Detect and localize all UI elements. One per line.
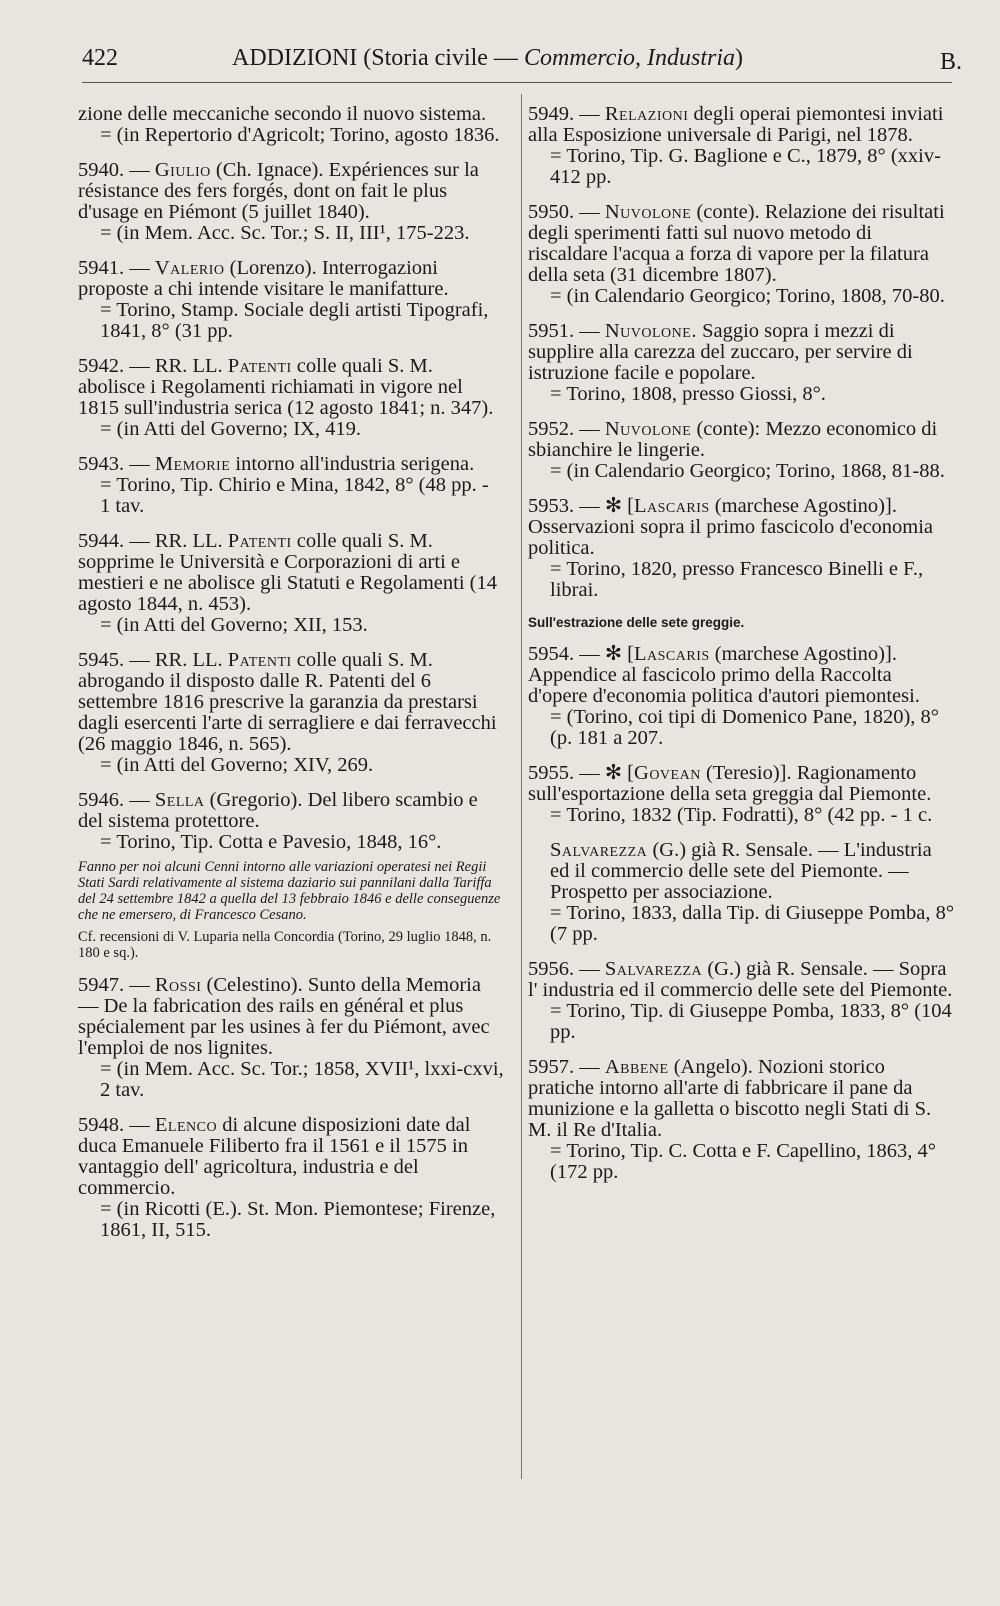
footnote: Cf. recensioni di V. Luparia nella Concordia (Torino, 29 luglio 1848, n. 180 e sq.). xyxy=(78,929,492,961)
left-column xyxy=(78,104,504,1255)
page-number: 422 xyxy=(82,45,118,71)
text-line: = (in Calendario Georgico; Torino, 1808, 70-80. xyxy=(550,285,945,307)
entry-5952 xyxy=(528,419,956,482)
entry-author: Nuvolone. xyxy=(604,320,697,342)
text-line: = Torino, 1808, presso Giossi, 8°. xyxy=(550,383,826,405)
text-span: degli operai piemontesi inviati alla Esposizione universale di Parigi, nel 1878. xyxy=(528,103,944,146)
entry-author: Valerio xyxy=(154,257,225,279)
text-span: colle quali S. M. abolisce i Regolamenti richiamati in vigore nel 1815 sull'industria serica (12 agosto 1841; n. 347). xyxy=(78,355,494,419)
text-span: di alcune disposizioni date dal duca Emanuele Filiberto fra il 1561 e il 1575 in vantaggio dell' agricoltura, industria e del commercio. xyxy=(78,1114,471,1199)
entry-author: Sella xyxy=(154,789,205,811)
text-line: = (in Calendario Georgico; Torino, 1868, 81-88. xyxy=(550,460,945,482)
text-line xyxy=(78,1115,504,1199)
text-line: zione delle meccaniche secondo il nuovo sistema. xyxy=(78,103,487,125)
page-header xyxy=(82,38,962,78)
text-span: 5949. — xyxy=(528,103,600,125)
text-span: (Angelo). xyxy=(673,1056,753,1078)
entry-author: Nuvolone xyxy=(604,418,692,440)
entry-author: Rossi xyxy=(154,974,202,996)
text-span: colle quali S. M. abrogando il disposto dalle R. Patenti del 6 settembre 1816 prescrive la garanzia da prestarsi dagli esercenti l'arte di serragliere e dai ferravecchi (26 maggio 1846, n. 565). xyxy=(78,649,497,755)
entry-author: Nuvolone xyxy=(604,201,692,223)
right-column xyxy=(528,104,956,1197)
text-line xyxy=(78,160,504,223)
text-line xyxy=(528,321,956,384)
text-span: 5948. — xyxy=(78,1114,150,1136)
entry-5946 xyxy=(78,790,504,961)
text-line xyxy=(528,644,956,707)
text-span: 5941. — xyxy=(78,257,150,279)
text-span: (marchese Agostino)]. xyxy=(714,643,897,665)
text-span: L'industria ed il commercio delle sete del Piemonte. — Prospetto per associazione. xyxy=(550,839,932,903)
text-span: 5951. — xyxy=(528,320,600,342)
entry-5955-sub xyxy=(528,840,956,945)
text-line: = Torino, Tip. C. Cotta e F. Capellino, 1863, 4° (172 pp. xyxy=(550,1140,936,1183)
text-span: Osservazioni sopra il primo fascicolo d'economia politica. xyxy=(528,516,934,559)
text-line: = (in Atti del Governo; XIV, 269. xyxy=(100,754,374,776)
text-span: Interrogazioni proposte a chi intende visitare le manifatture. xyxy=(78,257,449,300)
section-heading: Sull'estrazione delle sete greggie. xyxy=(528,615,745,630)
entry-5950 xyxy=(528,202,956,307)
text-line: = (in Atti del Governo; IX, 419. xyxy=(100,418,361,440)
entry-author: Lascaris xyxy=(634,643,710,665)
text-span: colle quali S. M. sopprime le Università e Corporazioni di arti e mestieri e ne abolisce gli Statuti e Regolamenti (14 agosto 1844, n. 453). xyxy=(78,530,497,615)
text-span: (Lorenzo). xyxy=(229,257,317,279)
entry-author: Patenti xyxy=(227,355,292,377)
text-line xyxy=(78,975,504,1059)
text-line: = Torino, Tip. G. Baglione e C., 1879, 8° (xxiv-412 pp. xyxy=(550,145,941,188)
text-span: 5954. — ✻ [ xyxy=(528,643,635,665)
text-line xyxy=(78,356,504,419)
text-line xyxy=(78,790,504,832)
text-span: ADDIZIONI (Storia civile — xyxy=(232,45,524,71)
text-line: = (in Ricotti (E.). St. Mon. Piemontese; Firenze, 1861, II, 515. xyxy=(100,1198,496,1241)
entry-author: Salvarezza xyxy=(550,839,648,861)
text-span: (Teresio)]. xyxy=(705,762,792,784)
text-line xyxy=(78,258,504,300)
text-span: Saggio sopra i mezzi di supplire alla carezza del zuccaro, per servire di istruzione facile e popolare. xyxy=(528,320,913,384)
entry-author: Relazioni xyxy=(604,103,689,125)
entry-5942 xyxy=(78,356,504,440)
entry-author: Govean xyxy=(634,762,701,784)
text-line: = (in Mem. Acc. Sc. Tor.; 1858, XVII¹, lxxi-cxvi, 2 tav. xyxy=(100,1058,504,1101)
entry-5953 xyxy=(528,496,956,601)
header-rule xyxy=(82,82,952,83)
text-line: = Torino, 1833, dalla Tip. di Giuseppe Pomba, 8° (7 pp. xyxy=(550,902,955,945)
text-span: (G.) già R. Sensale. — xyxy=(652,839,839,861)
text-line: = Torino, Stamp. Sociale degli artisti Tipografi, 1841, 8° (31 pp. xyxy=(100,299,489,342)
entry-5954 xyxy=(528,644,956,749)
entry-5955 xyxy=(528,763,956,826)
text-span: 5953. — ✻ [ xyxy=(528,495,635,517)
section-mark: B. xyxy=(939,49,962,75)
entry-5944 xyxy=(78,531,504,636)
text-span: 5952. — xyxy=(528,418,600,440)
text-span: 5943. — xyxy=(78,453,150,475)
text-line: = (in Atti del Governo; XII, 153. xyxy=(100,614,368,636)
text-line: = Torino, 1820, presso Francesco Binelli e F., librai. xyxy=(550,558,924,601)
text-line xyxy=(528,496,956,559)
text-span: ) xyxy=(735,45,744,71)
text-line: = (in Mem. Acc. Sc. Tor.; S. II, III¹, 175-223. xyxy=(100,222,470,244)
entry-5948 xyxy=(78,1115,504,1241)
text-line: = (Torino, coi tipi di Domenico Pane, 1820), 8° (p. 181 a 207. xyxy=(550,706,939,749)
text-line xyxy=(528,763,956,805)
text-span: Sopra l' industria ed il commercio delle sete del Piemonte. xyxy=(528,958,953,1001)
text-span: (Gregorio). xyxy=(209,789,303,811)
text-span: Mezzo economico di sbianchire le lingerie. xyxy=(528,418,938,461)
text-line: = Torino, Tip. Chirio e Mina, 1842, 8° (48 pp. - 1 tav. xyxy=(100,474,489,517)
entry-author: Giulio xyxy=(154,159,211,181)
text-line xyxy=(528,840,956,903)
text-span: 5940. — xyxy=(78,159,150,181)
entry-author: Elenco xyxy=(154,1114,218,1136)
text-span: (Celestino). xyxy=(206,974,303,996)
text-line xyxy=(528,1057,956,1141)
text-span: 5946. — xyxy=(78,789,150,811)
text-span: intorno all'industria serigena. xyxy=(235,453,475,475)
text-line xyxy=(78,531,504,615)
text-span: 5942. — RR. LL. xyxy=(78,355,223,377)
entry-author: Patenti xyxy=(227,530,292,552)
text-span: 5957. — xyxy=(528,1056,600,1078)
footnote: Fanno per noi alcuni Cenni intorno alle variazioni operatesi nei Regii Stati Sardi relativamente al sistema daziario sui pannilani dalla Tariffa del 24 settembre 1842 a quella del 13 febbraio 1846 e delle conseguenze che ne emersero, di Francesco Cesano. xyxy=(78,859,501,923)
text-line xyxy=(78,650,504,755)
entry-5956 xyxy=(528,959,956,1043)
text-span: Ragionamento sull'esportazione della seta greggia dal Piemonte. xyxy=(528,762,932,805)
column-divider xyxy=(521,94,522,1479)
text-span: (G.) già R. Sensale. — xyxy=(707,958,894,980)
text-span: Del libero scambio e del sistema protettore. xyxy=(78,789,478,832)
entry-author: Patenti xyxy=(227,649,292,671)
entry-author: Lascaris xyxy=(634,495,710,517)
entry-5947 xyxy=(78,975,504,1101)
text-span: Appendice al fascicolo primo della Raccolta d'opere d'economia politica d'autori piemontesi. xyxy=(528,664,920,707)
entry-author: Memorie xyxy=(154,453,231,475)
entry-continued xyxy=(78,104,504,146)
text-span: (marchese Agostino)]. xyxy=(714,495,897,517)
text-line: = (in Repertorio d'Agricolt; Torino, agosto 1836. xyxy=(100,124,500,146)
text-line: = Torino, Tip. Cotta e Pavesio, 1848, 16°. xyxy=(100,831,442,853)
text-span: 5945. — RR. LL. xyxy=(78,649,223,671)
entry-5943 xyxy=(78,454,504,517)
text-line: = Torino, 1832 (Tip. Fodratti), 8° (42 pp. - 1 c. xyxy=(550,804,933,826)
text-span: 5947. — xyxy=(78,974,150,996)
text-line xyxy=(528,419,956,461)
text-span: (conte): xyxy=(696,418,761,440)
entry-5949 xyxy=(528,104,956,188)
entry-5957 xyxy=(528,1057,956,1183)
text-span: 5955. — ✻ [ xyxy=(528,762,635,784)
text-line xyxy=(528,104,956,146)
text-span: (conte). xyxy=(696,201,760,223)
entry-author: Salvarezza xyxy=(604,958,703,980)
text-span: 5950. — xyxy=(528,201,600,223)
text-span: Expériences sur la résistance des fers forgés, dont on fait le plus d'usage en Piémont (5 juillet 1840). xyxy=(78,159,479,223)
entry-5941 xyxy=(78,258,504,342)
text-span: (Ch. Ignace). xyxy=(215,159,324,181)
text-line xyxy=(528,959,956,1001)
text-span: Nozioni storico pratiche intorno all'arte di fabbricare il pane da munizione e la galletta o biscotto negli Stati di S. M. il Re d'Italia. xyxy=(528,1056,932,1141)
entry-5945 xyxy=(78,650,504,776)
text-line xyxy=(528,202,956,286)
running-title xyxy=(232,38,743,78)
entry-5951 xyxy=(528,321,956,405)
text-span: Sunto della Memoria — De la fabrication des rails en général et plus spécialement par les usines à fer du Piémont, avec l'emploi de nos lignites. xyxy=(78,974,490,1059)
text-span: Commercio, Industria xyxy=(523,45,736,71)
text-span: 5944. — RR. LL. xyxy=(78,530,223,552)
text-span: 5956. — xyxy=(528,958,600,980)
text-line: = Torino, Tip. di Giuseppe Pomba, 1833, 8° (104 pp. xyxy=(550,1000,952,1043)
text-line xyxy=(78,454,504,475)
entry-5940 xyxy=(78,160,504,244)
text-span: Relazione dei risultati degli sperimenti fatti sul nuovo metodo di riscaldare l'acqua a forza di vapore per la filatura della seta (31 dicembre 1807). xyxy=(528,201,945,286)
entry-author: Abbene xyxy=(604,1056,669,1078)
